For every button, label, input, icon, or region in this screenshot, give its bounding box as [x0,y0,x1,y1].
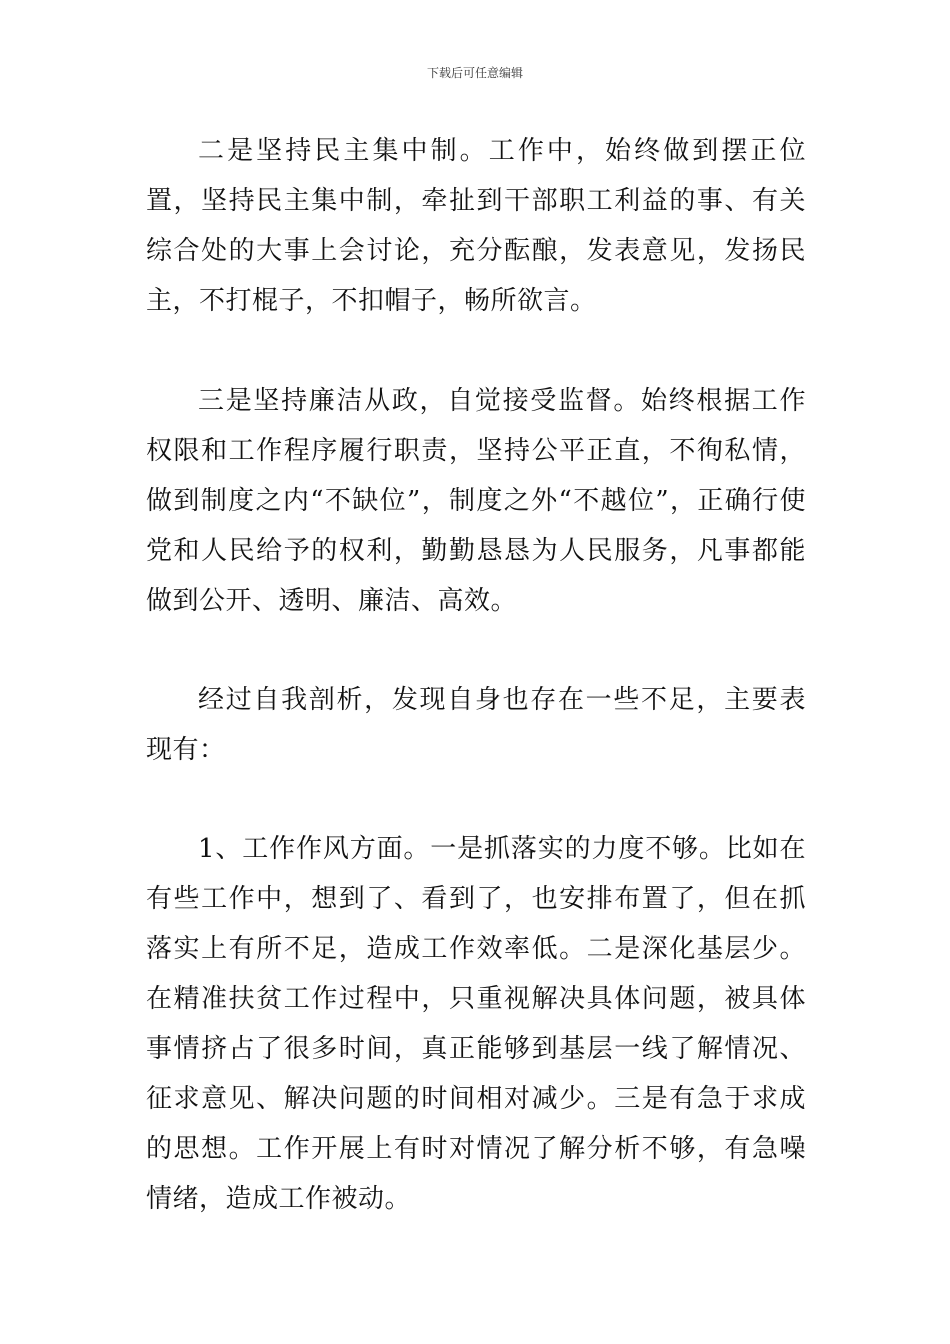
paragraph-self-analysis: 经过自我剖析，发现自身也存在一些不足，主要表现有： [146,685,806,765]
paragraph-democratic-centralism: 二是坚持民主集中制。工作中，始终做到摆正位置，坚持民主集中制，牵扯到干部职工利益的事、有关综合处的大事上会讨论，充分酝酿，发表意见，发扬民主，不打棍子，不扣帽子，畅所欲言。 [146,136,806,316]
document-body [146,126,806,1224]
page-header-note: 下载后可任意编辑 [426,66,523,80]
paragraph-integrity: 三是坚持廉洁从政，自觉接受监督。始终根据工作权限和工作程序履行职责，坚持公平正直，不徇私情，做到制度之内“不缺位”，制度之外“不越位”，正确行使党和人民给予的权利，勤勤恳恳为人民服务，凡事都能做到公开、透明、廉洁、高效。 [146,386,806,616]
paragraph-work-style: 1、工作作风方面。一是抓落实的力度不够。比如在有些工作中，想到了、看到了，也安排布置了，但在抓落实上有所不足，造成工作效率低。二是深化基层少。在精准扶贫工作过程中，只重视解决具体问题，被具体事情挤占了很多时间，真正能够到基层一线了解情况、征求意见、解决问题的时间相对减少。三是有急于求成的思想。工作开展上有时对情况了解分析不够，有急噪情绪，造成工作被动。 [146,834,806,1214]
